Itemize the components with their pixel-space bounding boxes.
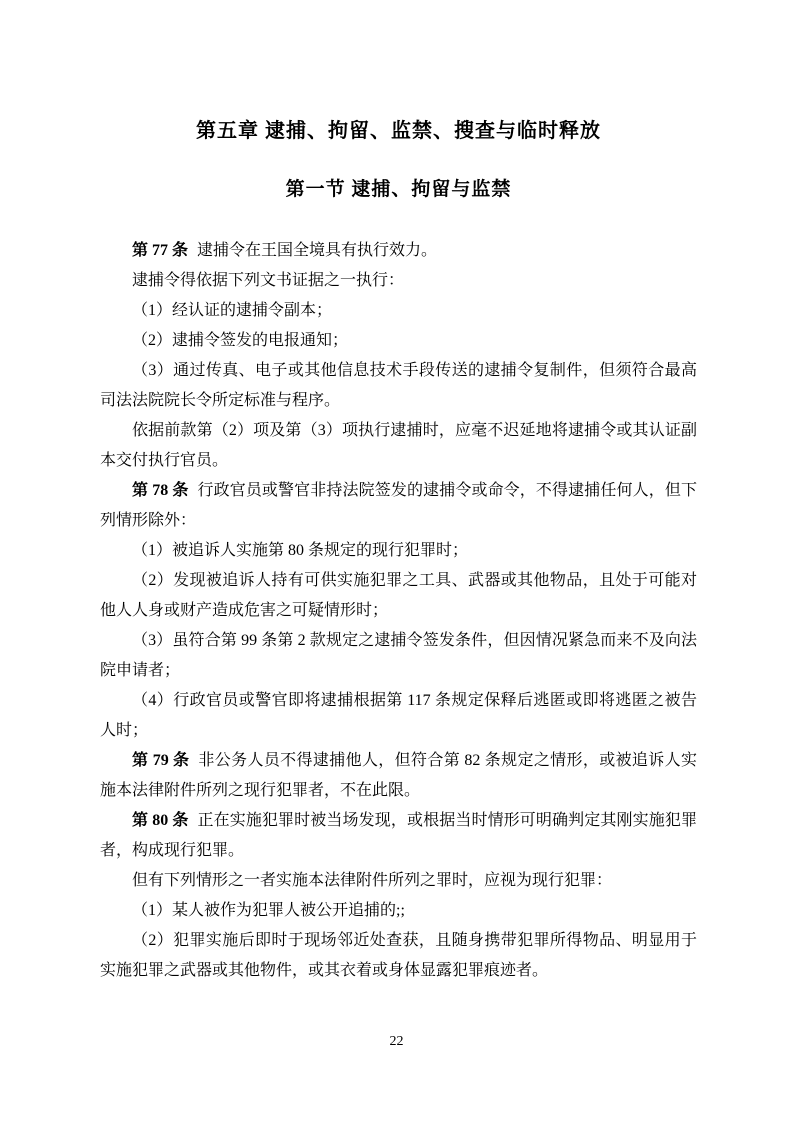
article-number: 第 77 条	[132, 242, 189, 259]
paragraph-text: （4）行政官员或警官即将逮捕根据第 117 条规定保释后逃匿或即将逃匿之被告人时；	[100, 692, 697, 739]
document-content	[100, 118, 697, 986]
list-item	[100, 626, 697, 686]
paragraph-article-77	[100, 236, 697, 266]
paragraph-text: 但有下列情形之一者实施本法律附件所列之罪时，应视为现行犯罪：	[132, 872, 613, 889]
list-item	[100, 326, 697, 356]
section-title: 第一节 逮捕、拘留与监禁	[285, 179, 512, 200]
article-number: 第 79 条	[132, 752, 190, 769]
list-item	[100, 536, 697, 566]
page-number: 22	[389, 1034, 404, 1049]
paragraph-text: （2）逮捕令签发的电报通知；	[132, 332, 349, 349]
article-number: 第 78 条	[132, 482, 189, 499]
paragraph-text: （3）通过传真、电子或其他信息技术手段传送的逮捕令复制件，但须符合最高司法法院院长令所定标准与程序。	[100, 362, 697, 409]
paragraph	[100, 416, 697, 476]
chapter-title: 第五章 逮捕、拘留、监禁、搜查与临时释放	[196, 120, 601, 142]
paragraph-text: （1）某人被作为犯罪人被公开追捕的;;	[132, 902, 405, 919]
paragraph-text: （2）犯罪实施后即时于现场邻近处查获，且随身携带犯罪所得物品、明显用于实施犯罪之武器或其他物件，或其衣着或身体显露犯罪痕迹者。	[100, 932, 697, 979]
paragraph-article-80	[100, 806, 697, 866]
paragraph-text: （1）被追诉人实施第 80 条规定的现行犯罪时；	[132, 542, 469, 559]
paragraph-text: 逮捕令得依据下列文书证据之一执行：	[132, 272, 405, 289]
paragraph-article-78	[100, 476, 697, 536]
list-item	[100, 566, 697, 626]
paragraph	[100, 266, 697, 296]
list-item	[100, 686, 697, 746]
paragraph-text: （2）发现被追诉人持有可供实施犯罪之工具、武器或其他物品，且处于可能对他人人身或财产造成危害之可疑情形时；	[100, 572, 697, 619]
paragraph-text: 非公务人员不得逮捕他人，但符合第 82 条规定之情形，或被追诉人实施本法律附件所列之现行犯罪者，不在此限。	[100, 752, 697, 799]
article-number: 第 80 条	[132, 812, 189, 829]
list-item	[100, 926, 697, 986]
body-text	[100, 236, 697, 986]
paragraph-article-79	[100, 746, 697, 806]
list-item	[100, 296, 697, 326]
paragraph-text: 行政官员或警官非持法院签发的逮捕令或命令，不得逮捕任何人，但下列情形除外：	[100, 482, 697, 529]
paragraph-text: 依据前款第（2）项及第（3）项执行逮捕时，应毫不迟延地将逮捕令或其认证副本交付执行官员。	[100, 422, 697, 469]
paragraph-text: （3）虽符合第 99 条第 2 款规定之逮捕令签发条件，但因情况紧急而来不及向法院申请者；	[100, 632, 697, 679]
paragraph-text: 逮捕令在王国全境具有执行效力。	[197, 242, 438, 259]
paragraph-text: 正在实施犯罪时被当场发现，或根据当时情形可明确判定其刚实施犯罪者，构成现行犯罪。	[100, 812, 697, 859]
paragraph	[100, 866, 697, 896]
paragraph-text: （1）经认证的逮捕令副本；	[132, 302, 333, 319]
list-item	[100, 356, 697, 416]
list-item	[100, 896, 697, 926]
